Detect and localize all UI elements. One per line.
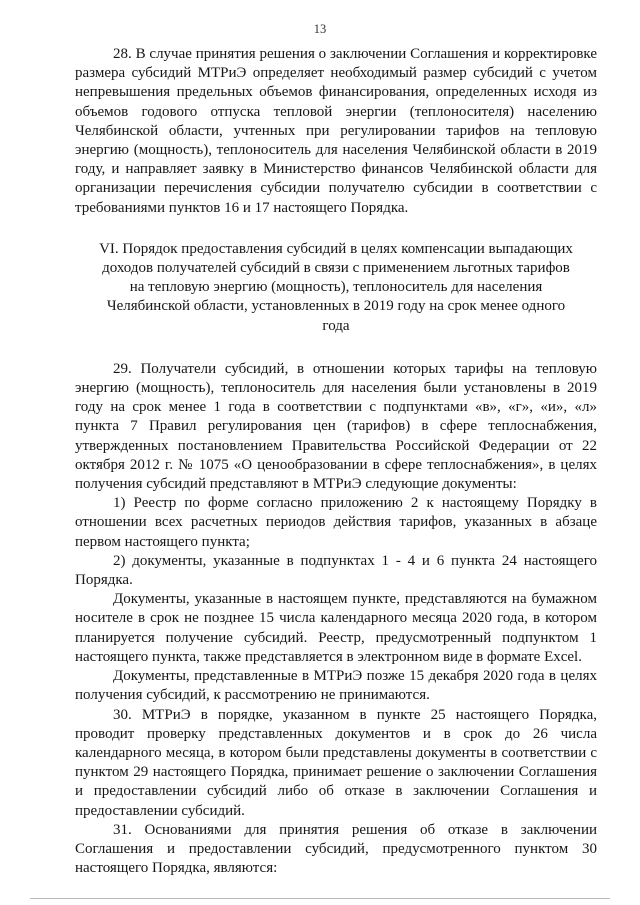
paragraph-29-item-2: 2) документы, указанные в подпунктах 1 - 4 и 6 пункта 24 настоящего Порядка.: [75, 552, 597, 589]
paragraph-29-item-1: 1) Реестр по форме согласно приложению 2 к настоящему Порядку в отношении всех расчетных периодов действия тарифов, указанных в абзаце первом настоящего пункта;: [75, 495, 597, 550]
document-body: [75, 45, 597, 878]
paragraph-docs-late: Документы, представленные в МТРиЭ позже 15 декабря 2020 года в целях получения субсидий, к рассмотрению не принимаются.: [75, 668, 597, 704]
section-heading-vi: VI. Порядок предоставления субсидий в целях компенсации выпадающих доходов получателей субсидий в связи с применением льготных тарифов на тепловую энергию (мощность), теплоноситель для населения Челябинской области, установленных в 2019 году на срок менее одного года: [99, 240, 573, 334]
paragraph-30: 30. МТРиЭ в порядке, указанном в пункте 25 настоящего Порядка, проводит проверку представленных документов и в срок до 26 числа календарного месяца, в котором были представлены документы в соответствии с пунктом 29 настоящего Порядка, принимает решение о заключении Соглашения и предоставлении субсидий либо об отказе в заключении Соглашения и предоставлении субсидий.: [75, 706, 597, 819]
paragraph-28: 28. В случае принятия решения о заключении Соглашения и корректировке размера субсидий МТРиЭ определяет необходимый размер субсидий с учетом непревышения предельных объемов финансирования, определенных исходя из объемов годового отпуска тепловой энергии (теплоносителя) населению Челябинской области, учтенных при регулировании тарифов на тепловую энергию (мощность), теплоноситель для населения Челябинской области в 2019 году, и направляет заявку в Министерство финансов Челябинской области для организации перечисления субсидии получателю субсидии в соответствии с требованиями пунктов 16 и 17 настоящего Порядка.: [75, 46, 597, 216]
paragraph-29: 29. Получатели субсидий, в отношении которых тарифы на тепловую энергию (мощность), теплоноситель для населения были установлены в 2019 году на срок менее 1 года в соответствии с подпунктами «в», «г», «и», «л» пункта 7 Правил регулирования цен (тарифов) в сфере теплоснабжения, утвержденных постановлением Правительства Российской Федерации от 22 октября 2012 г. № 1075 «О ценообразовании в сфере теплоснабжения», в целях получения субсидий представляют в МТРиЭ следующие документы:: [75, 360, 597, 493]
page-number: 13: [313, 22, 327, 36]
paragraph-docs-paper: Документы, указанные в настоящем пункте, представляются на бумажном носителе в срок не позднее 15 числа календарного месяца 2020 года, в котором планируется получение субсидий. Реестр, предусмотренный подпунктом 1 настоящего пункта, также представляется в электронном виде в формате Excel.: [75, 591, 597, 665]
paragraph-31: 31. Основаниями для принятия решения об отказе в заключении Соглашения и предоставлении субсидий, предусмотренного пунктом 30 настоящего Порядка, являются:: [75, 821, 597, 877]
scan-bottom-edge: [30, 898, 610, 899]
